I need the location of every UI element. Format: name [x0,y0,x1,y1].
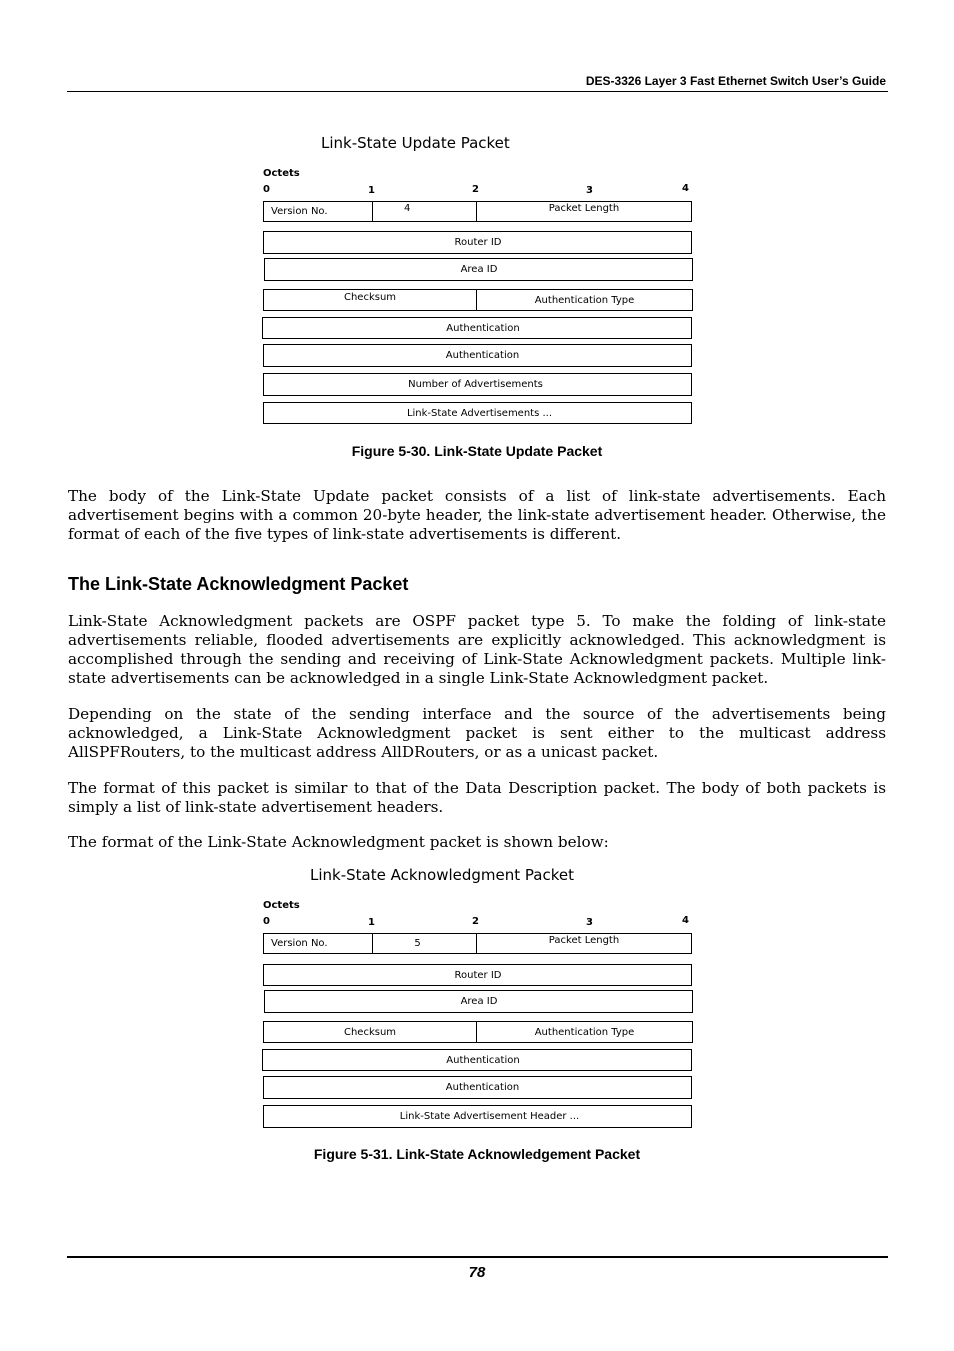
page-number: 78 [468,1264,486,1281]
field-router-id: Router ID [454,237,502,248]
octet-number: 0 [263,916,270,927]
packet-row [262,317,692,339]
field-link-state-advertisement-header: Link-State Advertisement Header ... [399,1111,580,1122]
packet-row [263,231,692,254]
paragraph: Depending on the state of the sending interface and the source of the advertisements being acknowledged, a Link-State Acknowledgment packet is sent either to the multicast address AllSPFRouters, to the multicast address AllDRouters, or as a unicast packet. [68,705,886,761]
field-type: 5 [372,934,476,953]
field-number-of-advertisements: Number of Advertisements [408,379,543,390]
field-area-id: Area ID [460,996,498,1007]
field-link-state-advertisements: Link-State Advertisements ... [406,407,553,419]
octet-number: 3 [586,917,593,928]
paragraph: The body of the Link-State Update packet consists of a list of link-state advertisements. Each advertisement begins with a common 20-byte header, the link-state advertisement header. Otherwise, the format of each of the five types of link-state advertisements is different. [68,487,886,543]
diagram-title: Link-State Acknowledgment Packet [310,866,574,884]
field-version-no: Version No. [271,206,328,217]
octet-number: 2 [472,916,479,927]
octet-number: 2 [472,184,479,195]
octet-number: 4 [682,183,689,194]
diagram-title: Link-State Update Packet [321,134,510,152]
octet-number: 0 [263,184,270,195]
packet-row [263,1105,692,1128]
packet-row [262,1049,692,1071]
figure-caption: Figure 5-30. Link-State Update Packet [351,443,603,459]
field-packet-length: Packet Length [476,934,691,953]
packet-row [263,373,692,396]
packet-row [263,402,692,424]
field-router-id: Router ID [454,969,502,981]
field-authentication: Authentication [445,350,520,361]
paragraph: The format of the Link-State Acknowledgment packet is shown below: [68,833,609,851]
packet-row [263,344,692,367]
field-checksum: Checksum [343,292,397,303]
field-checksum: Checksum [343,1026,397,1038]
packet-row-header [263,933,692,954]
field-authentication: Authentication [445,1082,520,1093]
packet-row [263,1076,692,1099]
packet-row [264,990,693,1013]
octet-number: 4 [682,915,689,926]
field-version-no: Version No. [271,938,328,949]
octets-label: Octets [263,900,300,911]
field-type: 4 [372,202,476,221]
field-authentication-type: Authentication Type [476,1022,692,1042]
octet-number: 1 [368,917,375,928]
section-heading: The Link-State Acknowledgment Packet [68,574,409,594]
running-header: DES-3326 Layer 3 Fast Ethernet Switch User’s Guide [585,74,886,88]
octet-number: 3 [586,185,593,196]
octet-number: 1 [368,185,375,196]
field-packet-length: Packet Length [476,202,691,221]
field-area-id: Area ID [460,264,498,275]
footer-rule [67,1256,888,1258]
figure-caption: Figure 5-31. Link-State Acknowledgement Packet [313,1146,641,1162]
packet-row [263,289,693,311]
field-authentication: Authentication [446,1054,520,1066]
field-authentication-type: Authentication Type [476,290,692,310]
packet-row-header [263,201,692,222]
paragraph: Link-State Acknowledgment packets are OSPF packet type 5. To make the folding of link-state advertisements reliable, flooded advertisements are explicitly acknowledged. This acknowledgment is accomplished through the sending and receiving of Link-State Acknowledgment packets. Multiple link-state advertisements can be acknowledged in a single Link-State Acknowledgment packet. [68,612,886,687]
packet-row [264,258,693,281]
field-authentication: Authentication [446,322,520,334]
paragraph: The format of this packet is similar to that of the Data Description packet. The body of both packets is simply a list of link-state advertisement headers. [68,779,886,816]
header-rule [67,91,888,92]
packet-row [263,964,692,986]
octets-label: Octets [263,168,300,179]
packet-row [263,1021,693,1043]
